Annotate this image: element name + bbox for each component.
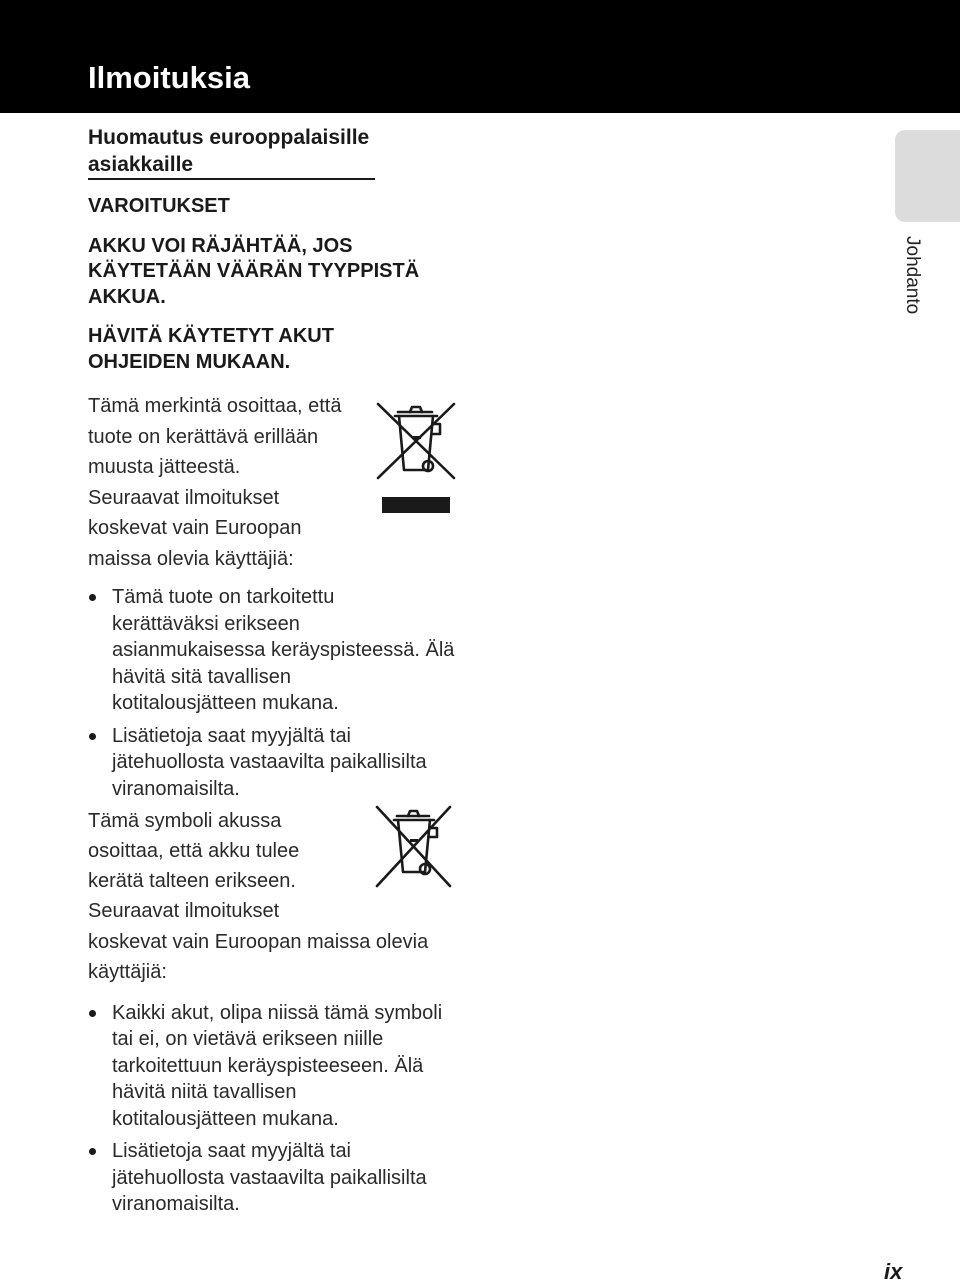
battery-applies — [88, 896, 468, 988]
text-line: osoittaa, että akku tulee — [88, 840, 300, 862]
warning-line: AKKUA. — [88, 285, 166, 308]
page-number: ix — [884, 1259, 903, 1284]
text-line: Tämä symboli akussa — [88, 810, 282, 832]
warning-line: AKKU VOI RÄJÄHTÄÄ, JOS — [88, 234, 353, 257]
text-line: asianmukaisessa keräyspisteessä. Älä — [112, 639, 455, 661]
text-line: Tämä merkintä osoittaa, että — [88, 395, 342, 417]
text-line: kerättäväksi erikseen — [112, 612, 300, 635]
header-bar — [0, 0, 960, 113]
main-content — [88, 124, 468, 1218]
battery-intro — [88, 806, 358, 896]
warning-line: OHJEIDEN MUKAAN. — [88, 350, 291, 373]
text-line: Tämä tuote on tarkoitettu — [112, 586, 335, 608]
text-line: tai ei, on vietävä erikseen niille — [112, 1028, 384, 1050]
product-applies — [88, 483, 358, 575]
list-item — [88, 1138, 468, 1218]
crossed-out-wheelie-bin-with-bar-icon — [374, 398, 460, 520]
section-heading — [88, 124, 375, 180]
warning-line: HÄVITÄ KÄYTETYT AKUT — [88, 325, 334, 347]
section-heading-line: asiakkaille — [88, 153, 194, 176]
text-line: tarkoitettuun keräyspisteeseen. Älä — [112, 1054, 424, 1077]
text-line: Seuraavat ilmoitukset — [88, 486, 280, 509]
side-tab-label: Johdanto — [902, 236, 923, 315]
text-line: viranomaisilta. — [112, 1193, 240, 1215]
text-line: Kaikki akut, olipa niissä tämä symboli — [112, 1001, 443, 1024]
text-line: hävitä niitä tavallisen — [112, 1081, 297, 1103]
page-title: Ilmoituksia — [88, 60, 250, 95]
section-heading-line: Huomautus eurooppalaisille — [88, 126, 370, 149]
warnings-label: VAROITUKSET — [88, 195, 230, 217]
text-line: kotitalousjätteen mukana. — [112, 1107, 339, 1130]
text-line: koskevat vain Euroopan — [88, 517, 302, 539]
warning-line: KÄYTETÄÄN VÄÄRÄN TYYPPISTÄ — [88, 260, 420, 282]
text-line: koskevat vain Euroopan maissa olevia — [88, 930, 429, 953]
bullet-icon — [89, 733, 96, 740]
text-line: muusta jätteestä. — [88, 456, 241, 478]
bullet-icon — [89, 1010, 96, 1017]
text-line: käyttäjiä: — [88, 961, 167, 983]
product-bullet-list — [88, 584, 468, 802]
battery-warning — [88, 234, 468, 311]
text-line: kerätä talteen erikseen. — [88, 870, 296, 892]
text-line: tuote on kerättävä erillään — [88, 425, 319, 448]
list-item — [88, 1000, 468, 1133]
text-line: kotitalousjätteen mukana. — [112, 692, 339, 714]
text-line: Lisätietoja saat myyjältä tai — [112, 724, 352, 747]
bullet-icon — [89, 594, 96, 601]
product-intro — [88, 391, 358, 483]
bullet-icon — [89, 1148, 96, 1155]
dispose-warning — [88, 324, 468, 375]
list-item — [88, 723, 468, 803]
text-line: viranomaisilta. — [112, 777, 240, 800]
text-line: hävitä sitä tavallisen — [112, 665, 291, 688]
text-line: Seuraavat ilmoitukset — [88, 900, 280, 922]
side-tab[interactable] — [895, 130, 960, 222]
crossed-out-wheelie-bin-icon — [374, 804, 454, 890]
battery-bullet-list — [88, 1000, 468, 1218]
text-line: jätehuollosta vastaavilta paikallisilta — [112, 751, 427, 773]
text-line: Lisätietoja saat myyjältä tai — [112, 1140, 352, 1162]
text-line: jätehuollosta vastaavilta paikallisilta — [112, 1166, 427, 1189]
text-line: maissa olevia käyttäjiä: — [88, 547, 294, 570]
list-item — [88, 584, 468, 717]
